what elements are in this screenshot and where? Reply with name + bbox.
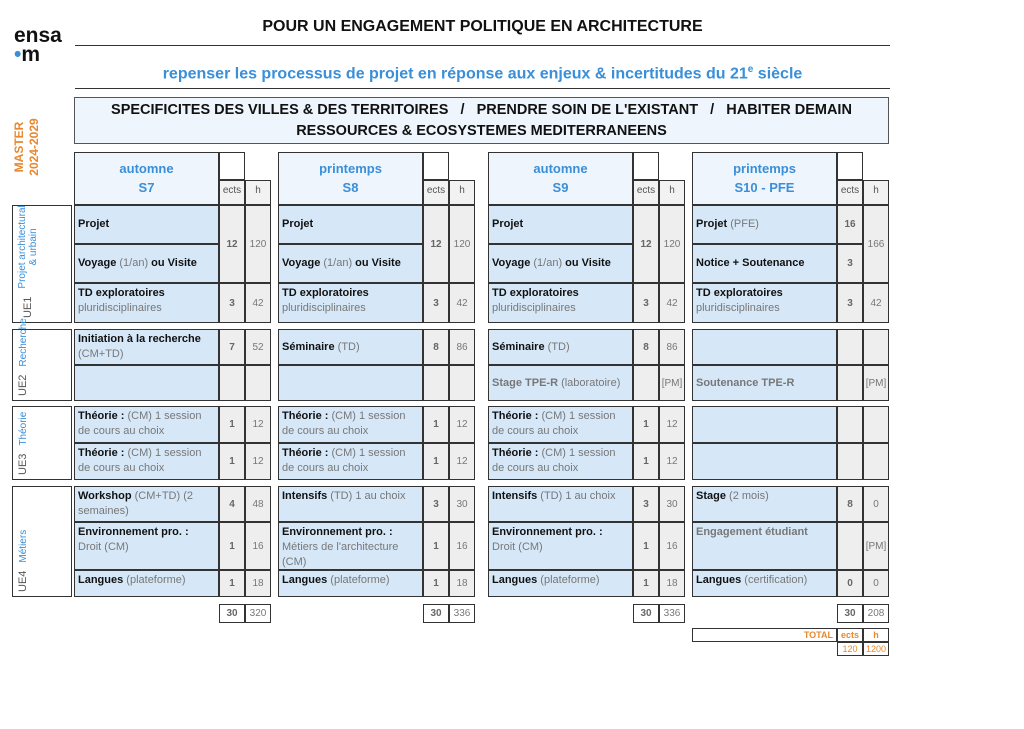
subtitle-rule <box>75 88 890 89</box>
course-cell-rech2 <box>488 365 633 401</box>
course-cell-met1 <box>278 486 423 522</box>
course-title: Séminaire <box>282 340 335 353</box>
ects-met2: 1 <box>423 522 449 570</box>
ue-name-1: Théorie <box>17 411 29 446</box>
course-title: Projet <box>282 218 314 230</box>
ects-theo2 <box>837 443 863 480</box>
course-title-extra: ou Visite <box>565 257 611 269</box>
ects-rech1 <box>837 329 863 365</box>
ue-name-2: & urbain <box>28 228 39 266</box>
ects-met2: 1 <box>219 522 245 570</box>
course-cell-theo2 <box>74 443 219 480</box>
col-header-ects: ects <box>219 180 245 205</box>
course-text <box>492 410 615 437</box>
course-title: Voyage <box>78 257 117 269</box>
course-note: Métiers de l'architecture (CM) <box>282 541 399 568</box>
course-text <box>282 256 401 271</box>
hours-met1: 0 <box>863 486 889 522</box>
hours-met2: 16 <box>449 522 475 570</box>
notice-ects: 3 <box>837 244 863 283</box>
course-cell-theo1 <box>692 406 837 443</box>
course-cell-voyage <box>74 244 219 283</box>
course-note: (CM+TD) (2 semaines) <box>78 490 193 517</box>
ects-rech2 <box>219 365 245 401</box>
course-title: Projet <box>696 218 728 230</box>
projet-ects: 16 <box>837 205 863 244</box>
page-subtitle <box>75 64 890 83</box>
course-cell-rech2 <box>692 365 837 401</box>
course-text <box>696 526 808 538</box>
subtitle-tail: siècle <box>753 65 803 83</box>
course-text <box>492 526 603 553</box>
course-title: Voyage <box>282 257 321 269</box>
course-text <box>282 217 313 232</box>
course-cell-theo2 <box>278 443 423 480</box>
course-text <box>282 410 405 437</box>
course-cell-rech1 <box>692 329 837 365</box>
ue-name <box>18 412 29 446</box>
course-title: Théorie : <box>492 447 539 459</box>
course-text <box>78 256 197 271</box>
course-text <box>696 256 805 271</box>
semester-header-2 <box>278 152 423 205</box>
hours-theo1: 12 <box>659 406 685 443</box>
ects-met3: 0 <box>837 570 863 597</box>
course-note: (CM) 1 session de cours au choix <box>492 410 616 437</box>
course-note: pluridisciplinaires <box>282 302 366 314</box>
course-text <box>78 217 109 232</box>
hours-rech2 <box>245 365 271 401</box>
ects-rech1: 7 <box>219 329 245 365</box>
col-header-h: h <box>659 180 685 205</box>
hours-rech2 <box>449 365 475 401</box>
col-header-h: h <box>863 180 889 205</box>
col-header-ects: ects <box>423 180 449 205</box>
ects-theo1: 1 <box>219 406 245 443</box>
semester-code: S8 <box>342 180 359 195</box>
course-text <box>492 376 620 391</box>
hours-rech1: 86 <box>659 329 685 365</box>
course-title: Notice + Soutenance <box>696 257 805 269</box>
logo-line2: m <box>21 43 41 66</box>
col-header-h: h <box>245 180 271 205</box>
ects-met3: 1 <box>423 570 449 597</box>
course-text <box>78 574 186 586</box>
ue-name-1: Projet architectural <box>17 205 28 289</box>
course-title: Environnement pro. : <box>78 526 189 538</box>
course-text <box>492 256 611 271</box>
semester-header-4 <box>692 152 837 205</box>
ue-name-1: Métiers <box>17 529 29 563</box>
ue-block-2 <box>12 318 72 401</box>
course-title: Initiation à la recherche <box>78 333 201 345</box>
hours-met3: 0 <box>863 570 889 597</box>
course-title: Théorie : <box>78 410 125 422</box>
semester-total-ects: 30 <box>633 604 659 623</box>
course-cell-met3 <box>278 570 423 597</box>
course-note: (TD) <box>334 340 360 353</box>
course-cell-rech1 <box>278 329 423 365</box>
ue-label-2 <box>17 318 29 396</box>
course-note: (1/an) <box>320 257 356 269</box>
course-note: (laboratoire) <box>558 376 621 389</box>
hours-rech1 <box>863 329 889 365</box>
course-text <box>492 574 600 586</box>
course-title: Stage TPE-R <box>492 376 559 389</box>
course-cell-td <box>488 283 633 323</box>
hours-theo2 <box>863 443 889 480</box>
hours-met3: 18 <box>449 570 475 597</box>
course-title: Voyage <box>492 257 531 269</box>
course-note: pluridisciplinaires <box>492 302 576 314</box>
ects-met2 <box>837 522 863 570</box>
course-title: Théorie : <box>282 410 329 422</box>
course-title: Théorie : <box>78 447 125 459</box>
course-note: (certification) <box>741 574 808 586</box>
ects-theo1: 1 <box>633 406 659 443</box>
ue1-ects: 12 <box>423 205 449 283</box>
course-cell-td <box>74 283 219 323</box>
ue-label-4 <box>17 493 29 592</box>
course-title-extra: ou Visite <box>355 257 401 269</box>
hours-rech2: [PM] <box>863 365 889 401</box>
course-title: Projet <box>78 218 110 230</box>
ects-rech2 <box>633 365 659 401</box>
course-title: Projet <box>492 218 524 230</box>
ue1-ects: 12 <box>219 205 245 283</box>
hours-met1: 30 <box>449 486 475 522</box>
course-cell-met3 <box>74 570 219 597</box>
course-text <box>78 333 201 360</box>
grand-total-ects-label: ects <box>837 628 863 642</box>
course-note: (CM) 1 session de cours au choix <box>282 410 406 437</box>
hours-td: 42 <box>863 283 889 323</box>
ects-td: 3 <box>219 283 245 323</box>
course-text <box>492 447 615 474</box>
course-cell-theo2 <box>692 443 837 480</box>
themes-box <box>74 97 889 144</box>
col-header-ects: ects <box>633 180 659 205</box>
col-header-ects: ects <box>837 180 863 205</box>
semester-season: automne <box>119 161 174 176</box>
course-text <box>696 217 759 232</box>
semester-total-ects: 30 <box>219 604 245 623</box>
course-note: (1/an) <box>116 257 152 269</box>
ects-rech1: 8 <box>423 329 449 365</box>
course-note: (1/an) <box>530 257 566 269</box>
course-cell-rech1 <box>74 329 219 365</box>
ue-name <box>17 205 39 288</box>
ue1-hours: 166 <box>863 205 889 283</box>
course-title: TD exploratoires <box>492 287 579 299</box>
ects-theo1 <box>837 406 863 443</box>
course-cell-voyage <box>488 244 633 283</box>
ue-block-4 <box>12 486 72 597</box>
semester-code: S10 - PFE <box>734 180 795 195</box>
ue-num: UE4 <box>17 570 29 592</box>
course-text <box>492 287 579 314</box>
course-text <box>492 490 615 502</box>
ue-label-3 <box>17 413 29 475</box>
course-cell-td <box>278 283 423 323</box>
page-title: POUR UN ENGAGEMENT POLITIQUE EN ARCHITECTURE <box>262 18 703 35</box>
course-cell-met1 <box>488 486 633 522</box>
course-title: Langues <box>696 574 742 586</box>
course-cell-projet <box>278 205 423 244</box>
ue1-hours: 120 <box>449 205 475 283</box>
ects-rech2 <box>837 365 863 401</box>
ue-block-1 <box>12 205 72 323</box>
course-text <box>282 574 390 586</box>
course-cell-voyage <box>692 244 837 283</box>
course-cell-projet <box>692 205 837 244</box>
course-cell-met1 <box>74 486 219 522</box>
ects-theo2: 1 <box>219 443 245 480</box>
course-note: Droit (CM) <box>492 541 543 553</box>
course-text <box>282 447 405 474</box>
ects-met1: 3 <box>633 486 659 522</box>
course-cell-theo1 <box>74 406 219 443</box>
course-note: (plateforme) <box>537 574 600 586</box>
course-cell-td <box>692 283 837 323</box>
course-note: (PFE) <box>727 218 759 230</box>
title-rule <box>75 45 890 46</box>
ue-name <box>18 530 29 563</box>
hours-met2: 16 <box>659 522 685 570</box>
course-cell-theo1 <box>488 406 633 443</box>
course-title: Workshop <box>78 490 132 502</box>
course-text <box>696 287 783 314</box>
grand-total-h-label: h <box>863 628 889 642</box>
semester-code: S7 <box>138 180 155 195</box>
ensam-logo <box>14 26 62 64</box>
course-note: pluridisciplinaires <box>696 302 780 314</box>
ue-name-1: Recherche <box>17 318 29 367</box>
semester-total-ects: 30 <box>423 604 449 623</box>
hours-theo2: 12 <box>659 443 685 480</box>
course-cell-projet <box>488 205 633 244</box>
course-cell-theo1 <box>278 406 423 443</box>
ue-block-3 <box>12 406 72 480</box>
course-text <box>78 410 201 437</box>
semester-total-hours: 336 <box>449 604 475 623</box>
semester-total-hours: 208 <box>863 604 889 623</box>
course-note: (TD) 1 au choix <box>327 490 406 502</box>
course-title: Théorie : <box>282 447 329 459</box>
course-title-extra: ou Visite <box>151 257 197 269</box>
semester-total-hours: 320 <box>245 604 271 623</box>
course-text <box>282 526 398 568</box>
hours-theo1: 12 <box>449 406 475 443</box>
course-note: (CM+TD) <box>78 348 124 360</box>
header-blank <box>837 152 863 180</box>
hours-met2: [PM] <box>863 522 889 570</box>
course-title: Intensifs <box>282 490 328 502</box>
course-cell-met3 <box>692 570 837 597</box>
ue-num: UE2 <box>17 374 29 396</box>
course-note: (plateforme) <box>123 574 186 586</box>
semester-season: printemps <box>733 161 796 176</box>
ue1-hours: 120 <box>245 205 271 283</box>
master-label <box>12 112 42 182</box>
header-blank <box>633 152 659 180</box>
course-cell-met2 <box>74 522 219 570</box>
ue1-hours: 120 <box>659 205 685 283</box>
course-title: Environnement pro. : <box>282 526 393 538</box>
semester-header-3 <box>488 152 633 205</box>
ue-num: UE3 <box>17 453 29 475</box>
course-title: Soutenance TPE-R <box>696 376 795 389</box>
ue-num: UE1 <box>22 296 34 318</box>
course-title: Langues <box>492 574 538 586</box>
hours-theo2: 12 <box>245 443 271 480</box>
hours-met2: 16 <box>245 522 271 570</box>
ects-theo2: 1 <box>423 443 449 480</box>
course-cell-projet <box>74 205 219 244</box>
course-cell-theo2 <box>488 443 633 480</box>
hours-rech2: [PM] <box>659 365 685 401</box>
logo-dot: • <box>14 43 22 66</box>
master-line1: MASTER <box>12 121 26 173</box>
course-title: Séminaire <box>492 340 545 353</box>
semester-season: printemps <box>319 161 382 176</box>
course-title: Stage <box>696 490 726 502</box>
course-cell-voyage <box>278 244 423 283</box>
ects-met1: 8 <box>837 486 863 522</box>
ects-met3: 1 <box>633 570 659 597</box>
course-text <box>78 287 165 314</box>
course-text <box>78 490 193 517</box>
course-note: (TD) 1 au choix <box>537 490 616 502</box>
hours-rech1: 86 <box>449 329 475 365</box>
semester-total-ects: 30 <box>837 604 863 623</box>
course-cell-met2 <box>278 522 423 570</box>
course-note: (2 mois) <box>725 490 769 502</box>
course-text <box>492 340 570 355</box>
hours-met3: 18 <box>245 570 271 597</box>
hours-td: 42 <box>245 283 271 323</box>
hours-met3: 18 <box>659 570 685 597</box>
subtitle-sup: e <box>747 64 754 75</box>
course-text <box>696 490 769 502</box>
ects-theo1: 1 <box>423 406 449 443</box>
course-title: Langues <box>78 574 124 586</box>
hours-met1: 30 <box>659 486 685 522</box>
course-cell-met2 <box>488 522 633 570</box>
course-title: TD exploratoires <box>78 287 165 299</box>
course-text <box>282 490 405 502</box>
grand-total-label: TOTAL <box>692 628 837 642</box>
ects-met1: 4 <box>219 486 245 522</box>
logo-line1: ensa <box>14 24 62 47</box>
ects-td: 3 <box>633 283 659 323</box>
hours-td: 42 <box>449 283 475 323</box>
course-note: (plateforme) <box>327 574 390 586</box>
ects-rech2 <box>423 365 449 401</box>
course-cell-rech1 <box>488 329 633 365</box>
header-blank <box>423 152 449 180</box>
ects-rech1: 8 <box>633 329 659 365</box>
semester-code: S9 <box>552 180 569 195</box>
course-text <box>492 217 523 232</box>
header-blank <box>219 152 245 180</box>
master-line2: 2024-2029 <box>27 118 41 176</box>
course-cell-rech2 <box>74 365 219 401</box>
course-note: (CM) 1 session de cours au choix <box>282 447 406 474</box>
course-cell-met1 <box>692 486 837 522</box>
course-note: pluridisciplinaires <box>78 302 162 314</box>
course-title: Environnement pro. : <box>492 526 603 538</box>
ects-td: 3 <box>423 283 449 323</box>
course-cell-rech2 <box>278 365 423 401</box>
course-note: (CM) 1 session de cours au choix <box>492 447 616 474</box>
grand-total-ects: 120 <box>837 642 863 656</box>
course-text <box>282 340 360 355</box>
course-title: TD exploratoires <box>282 287 369 299</box>
ue-name <box>18 318 29 366</box>
course-note: Droit (CM) <box>78 541 129 553</box>
hours-met1: 48 <box>245 486 271 522</box>
ects-theo2: 1 <box>633 443 659 480</box>
semester-total-hours: 336 <box>659 604 685 623</box>
course-note: (CM) 1 session de cours au choix <box>78 447 202 474</box>
ects-met3: 1 <box>219 570 245 597</box>
hours-theo1 <box>863 406 889 443</box>
ects-met2: 1 <box>633 522 659 570</box>
course-title: Langues <box>282 574 328 586</box>
hours-td: 42 <box>659 283 685 323</box>
semester-season: automne <box>533 161 588 176</box>
ects-td: 3 <box>837 283 863 323</box>
ue1-ects: 12 <box>633 205 659 283</box>
course-text <box>696 376 794 391</box>
course-note: (TD) <box>544 340 570 353</box>
course-text <box>78 447 201 474</box>
ects-met1: 3 <box>423 486 449 522</box>
course-title: TD exploratoires <box>696 287 783 299</box>
course-text <box>282 287 369 314</box>
ue-label-1 <box>17 205 39 318</box>
course-text <box>696 574 807 586</box>
semester-header-1 <box>74 152 219 205</box>
subtitle-text: repenser les processus de projet en réponse aux enjeux & incertitudes du 21 <box>162 65 748 83</box>
course-note: (CM) 1 session de cours au choix <box>78 410 202 437</box>
themes-line1: SPECIFICITES DES VILLES & DES TERRITOIRES / PRENDRE SOIN DE L'EXISTANT / HABITER DEMAIN <box>111 102 852 118</box>
course-cell-met3 <box>488 570 633 597</box>
col-header-h: h <box>449 180 475 205</box>
course-text <box>78 526 189 553</box>
course-cell-met2 <box>692 522 837 570</box>
themes-line2: RESSOURCES & ECOSYSTEMES MEDITERRANEENS <box>296 123 667 139</box>
hours-theo2: 12 <box>449 443 475 480</box>
course-title: Engagement étudiant <box>696 526 808 538</box>
course-title: Intensifs <box>492 490 538 502</box>
hours-theo1: 12 <box>245 406 271 443</box>
course-title: Théorie : <box>492 410 539 422</box>
grand-total-hours: 1200 <box>863 642 889 656</box>
hours-rech1: 52 <box>245 329 271 365</box>
